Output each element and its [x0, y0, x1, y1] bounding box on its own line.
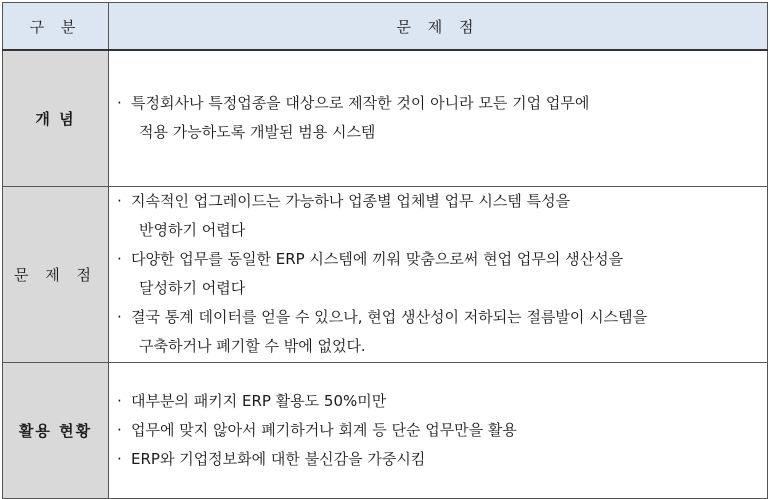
- bullet-text: 대부분의 패키지 ERP 활용도 50%미만: [131, 391, 387, 410]
- header-row: [3, 3, 768, 51]
- bullet-dot: ·: [117, 94, 122, 113]
- table-row: [3, 50, 768, 186]
- comparison-table: [2, 2, 768, 499]
- table-row: [3, 362, 768, 498]
- row-label-problems: 문 제 점: [3, 186, 109, 362]
- row-content-concept: [109, 50, 768, 186]
- bullet-continuation: 구축하거나 폐기할 수 밖에 없었다.: [139, 337, 366, 355]
- bullet-text: 지속적인 업그레이드는 가능하나 업종별 업체별 업무 시스템 특성을: [131, 192, 571, 210]
- bullet-item: [117, 89, 767, 118]
- bullet-dot: ·: [117, 192, 122, 210]
- table-row: [3, 186, 768, 362]
- bullet-dot: ·: [117, 391, 122, 410]
- header-category: 구 분: [3, 3, 109, 51]
- bullet-text: 결국 통계 데이터를 얻을 수 있으나, 현업 생산성이 저하되는 절름발이 시스템을: [131, 308, 648, 326]
- bullet-dot: ·: [117, 449, 122, 468]
- bullet-continuation: 반영하기 어렵다: [139, 221, 246, 239]
- bullet-continuation: 적용 가능하도록 개발된 범용 시스템: [139, 123, 376, 142]
- bullet-item: [117, 187, 767, 216]
- row-content-problems: [109, 186, 768, 362]
- bullet-text: 특정회사나 특정업종을 대상으로 제작한 것이 아니라 모든 기업 업무에: [131, 94, 590, 113]
- bullet-item: [117, 445, 767, 474]
- row-label-usage: 활용 현황: [3, 362, 109, 498]
- bullet-continuation: 달성하기 어렵다: [139, 279, 246, 297]
- bullet-dot: ·: [117, 420, 122, 439]
- row-label-concept: 개 념: [3, 50, 109, 186]
- bullet-item: [117, 303, 767, 332]
- bullet-item: [117, 416, 767, 445]
- bullet-text: 업무에 맞지 않아서 폐기하거나 회계 등 단순 업무만을 활용: [131, 420, 517, 439]
- bullet-item: [117, 245, 767, 274]
- row-content-usage: [109, 362, 768, 498]
- bullet-dot: ·: [117, 308, 122, 326]
- header-problems: 문 제 점: [109, 3, 768, 51]
- bullet-text: ERP와 기업정보화에 대한 불신감을 가중시킴: [131, 449, 426, 468]
- bullet-dot: ·: [117, 250, 122, 268]
- bullet-text: 다양한 업무를 동일한 ERP 시스템에 끼워 맞춤으로써 현업 업무의 생산성을: [131, 250, 624, 268]
- bullet-item: [117, 387, 767, 416]
